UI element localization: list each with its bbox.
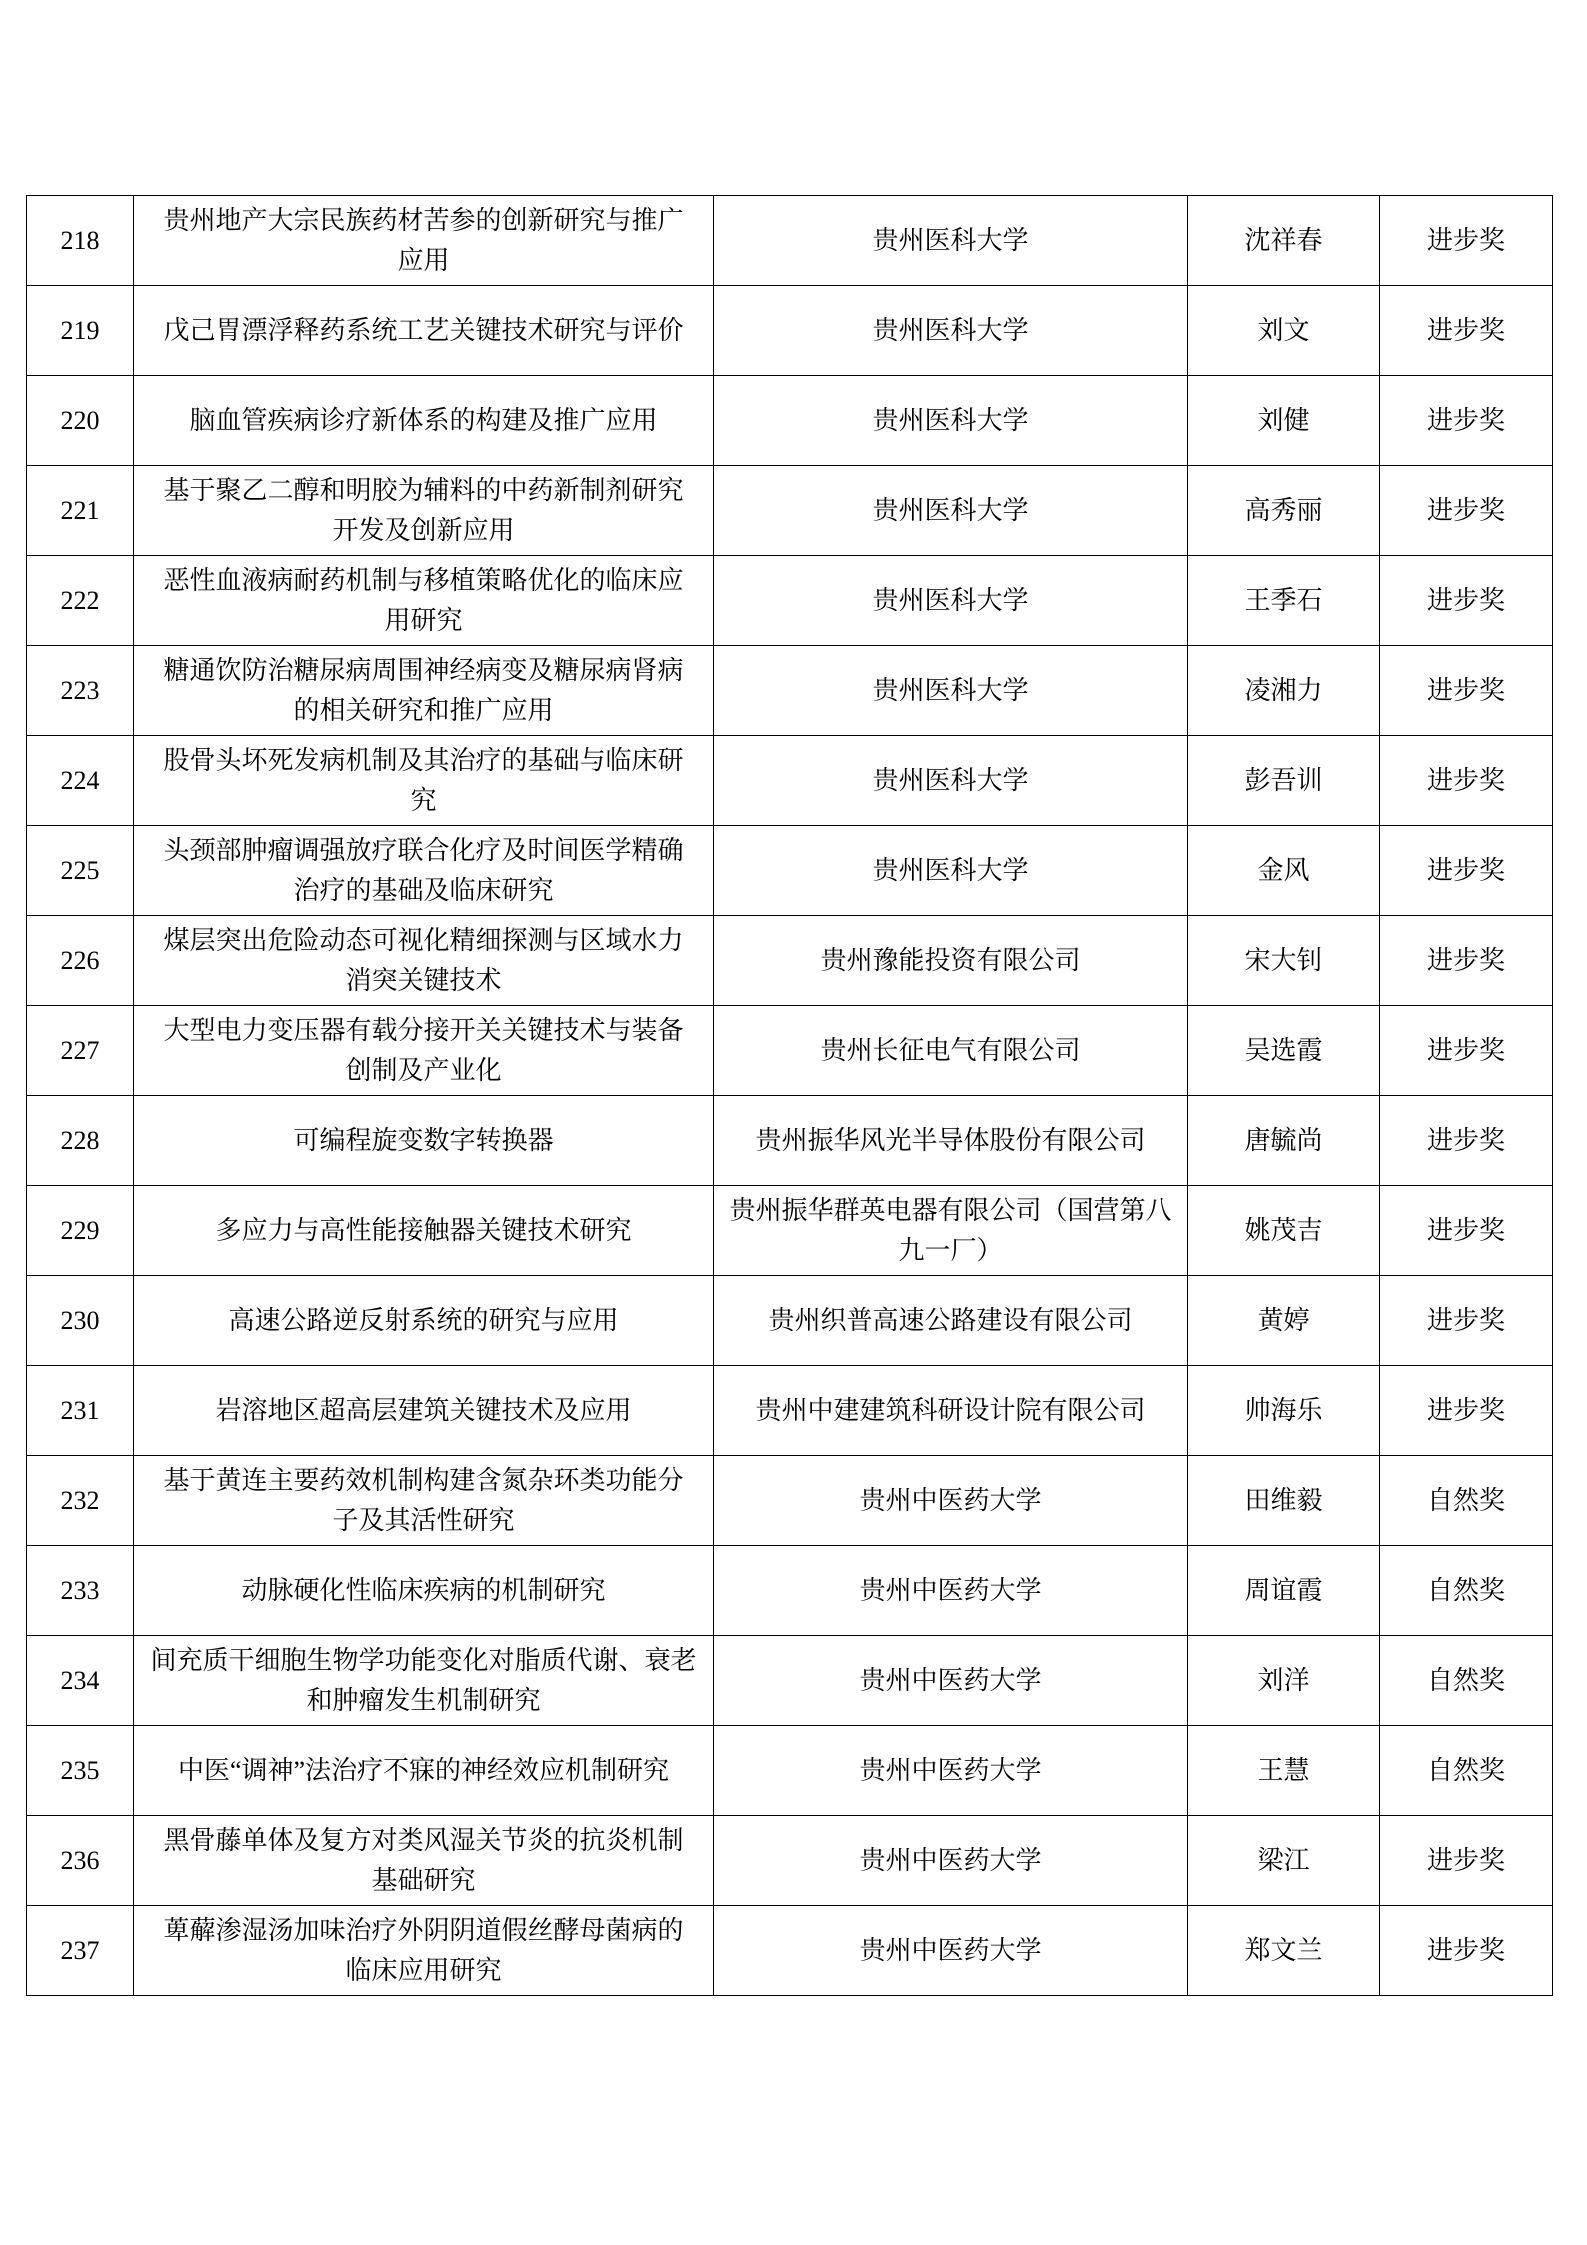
table-row xyxy=(27,1816,1553,1906)
project-title-line: 消突关键技术 xyxy=(345,965,502,995)
project-title-line: 子及其活性研究 xyxy=(332,1505,515,1535)
project-title-cell xyxy=(134,646,714,736)
project-title-line: 岩溶地区超高层建筑关键技术及应用 xyxy=(215,1395,632,1425)
organization-line: 贵州医科大学 xyxy=(872,495,1029,525)
table-row xyxy=(27,1726,1553,1816)
award-type: 进步奖 xyxy=(1380,1366,1553,1456)
project-title-line: 大型电力变压器有载分接开关关键技术与装备 xyxy=(163,1015,684,1045)
table-row xyxy=(27,556,1553,646)
organization-cell xyxy=(714,916,1188,1006)
table-row xyxy=(27,736,1553,826)
lead-person: 田维毅 xyxy=(1188,1456,1380,1546)
row-number: 231 xyxy=(27,1366,134,1456)
project-title-line: 脑血管疾病诊疗新体系的构建及推广应用 xyxy=(189,405,658,435)
project-title-cell xyxy=(134,556,714,646)
row-number: 227 xyxy=(27,1006,134,1096)
organization-line: 贵州长征电气有限公司 xyxy=(820,1035,1081,1065)
awards-table xyxy=(26,195,1553,1996)
row-number: 237 xyxy=(27,1906,134,1996)
project-title-line: 煤层突出危险动态可视化精细探测与区域水力 xyxy=(163,925,684,955)
project-title-line: 治疗的基础及临床研究 xyxy=(293,875,554,905)
project-title-line: 基于黄连主要药效机制构建含氮杂环类功能分 xyxy=(163,1465,684,1495)
project-title-cell xyxy=(134,376,714,466)
lead-person: 郑文兰 xyxy=(1188,1906,1380,1996)
organization-cell xyxy=(714,1276,1188,1366)
organization-line: 贵州医科大学 xyxy=(872,315,1029,345)
organization-line: 贵州中建建筑科研设计院有限公司 xyxy=(755,1395,1146,1425)
row-number: 226 xyxy=(27,916,134,1006)
organization-cell xyxy=(714,1006,1188,1096)
table-row xyxy=(27,466,1553,556)
project-title-line: 创制及产业化 xyxy=(345,1055,502,1085)
lead-person: 彭吾训 xyxy=(1188,736,1380,826)
organization-line: 贵州中医药大学 xyxy=(859,1845,1042,1875)
row-number: 229 xyxy=(27,1186,134,1276)
table-row xyxy=(27,1276,1553,1366)
award-type: 进步奖 xyxy=(1380,1906,1553,1996)
organization-line: 贵州中医药大学 xyxy=(859,1755,1042,1785)
lead-person: 高秀丽 xyxy=(1188,466,1380,556)
project-title-cell xyxy=(134,916,714,1006)
project-title-cell xyxy=(134,1096,714,1186)
project-title-line: 黑骨藤单体及复方对类风湿关节炎的抗炎机制 xyxy=(163,1825,684,1855)
project-title-line: 基于聚乙二醇和明胶为辅料的中药新制剂研究 xyxy=(163,475,684,505)
project-title-line: 多应力与高性能接触器关键技术研究 xyxy=(215,1215,632,1245)
project-title-line: 开发及创新应用 xyxy=(332,515,515,545)
project-title-cell xyxy=(134,1636,714,1726)
lead-person: 凌湘力 xyxy=(1188,646,1380,736)
organization-cell xyxy=(714,1906,1188,1996)
row-number: 235 xyxy=(27,1726,134,1816)
lead-person: 帅海乐 xyxy=(1188,1366,1380,1456)
organization-line: 贵州医科大学 xyxy=(872,675,1029,705)
project-title-line: 用研究 xyxy=(384,605,463,635)
project-title-line: 临床应用研究 xyxy=(345,1955,502,1985)
organization-cell xyxy=(714,376,1188,466)
project-title-line: 基础研究 xyxy=(371,1865,476,1895)
organization-cell xyxy=(714,1096,1188,1186)
organization-cell xyxy=(714,826,1188,916)
award-type: 进步奖 xyxy=(1380,466,1553,556)
organization-line: 贵州中医药大学 xyxy=(859,1575,1042,1605)
table-row xyxy=(27,1366,1553,1456)
organization-line: 贵州织普高速公路建设有限公司 xyxy=(768,1305,1133,1335)
award-type: 自然奖 xyxy=(1380,1636,1553,1726)
row-number: 233 xyxy=(27,1546,134,1636)
project-title-cell xyxy=(134,1006,714,1096)
lead-person: 梁江 xyxy=(1188,1816,1380,1906)
lead-person: 吴选霞 xyxy=(1188,1006,1380,1096)
organization-line: 九一厂） xyxy=(898,1235,1003,1265)
award-type: 进步奖 xyxy=(1380,916,1553,1006)
project-title-line: 究 xyxy=(410,785,437,815)
organization-line: 贵州医科大学 xyxy=(872,585,1029,615)
organization-line: 贵州医科大学 xyxy=(872,225,1029,255)
organization-line: 贵州医科大学 xyxy=(872,765,1029,795)
project-title-line: 的相关研究和推广应用 xyxy=(293,695,554,725)
project-title-cell xyxy=(134,1186,714,1276)
project-title-line: 头颈部肿瘤调强放疗联合化疗及时间医学精确 xyxy=(163,835,684,865)
lead-person: 金风 xyxy=(1188,826,1380,916)
project-title-line: 高速公路逆反射系统的研究与应用 xyxy=(228,1305,619,1335)
award-type: 进步奖 xyxy=(1380,286,1553,376)
award-type: 进步奖 xyxy=(1380,1006,1553,1096)
award-type: 进步奖 xyxy=(1380,1816,1553,1906)
project-title-line: 动脉硬化性临床疾病的机制研究 xyxy=(241,1575,606,1605)
project-title-line: 戊己胃漂浮释药系统工艺关键技术研究与评价 xyxy=(163,315,684,345)
row-number: 228 xyxy=(27,1096,134,1186)
lead-person: 刘洋 xyxy=(1188,1636,1380,1726)
table-row xyxy=(27,1456,1553,1546)
row-number: 220 xyxy=(27,376,134,466)
table-row xyxy=(27,196,1553,286)
row-number: 232 xyxy=(27,1456,134,1546)
awards-table-body xyxy=(27,196,1553,1996)
project-title-line: 和肿瘤发生机制研究 xyxy=(306,1685,541,1715)
table-row xyxy=(27,286,1553,376)
organization-cell xyxy=(714,556,1188,646)
award-type: 进步奖 xyxy=(1380,826,1553,916)
project-title-cell xyxy=(134,286,714,376)
organization-cell xyxy=(714,1726,1188,1816)
award-type: 进步奖 xyxy=(1380,376,1553,466)
project-title-line: 应用 xyxy=(397,245,450,275)
project-title-cell xyxy=(134,1906,714,1996)
award-type: 进步奖 xyxy=(1380,196,1553,286)
row-number: 223 xyxy=(27,646,134,736)
row-number: 234 xyxy=(27,1636,134,1726)
organization-line: 贵州振华群英电器有限公司（国营第八 xyxy=(729,1195,1172,1225)
organization-line: 贵州中医药大学 xyxy=(859,1935,1042,1965)
organization-line: 贵州豫能投资有限公司 xyxy=(820,945,1081,975)
lead-person: 姚茂吉 xyxy=(1188,1186,1380,1276)
project-title-line: 恶性血液病耐药机制与移植策略优化的临床应 xyxy=(163,565,684,595)
table-row xyxy=(27,1006,1553,1096)
award-type: 进步奖 xyxy=(1380,646,1553,736)
project-title-line: 萆薢渗湿汤加味治疗外阴阴道假丝酵母菌病的 xyxy=(163,1915,684,1945)
award-type: 自然奖 xyxy=(1380,1546,1553,1636)
lead-person: 唐毓尚 xyxy=(1188,1096,1380,1186)
project-title-line: 间充质干细胞生物学功能变化对脂质代谢、衰老 xyxy=(150,1645,697,1675)
lead-person: 王慧 xyxy=(1188,1726,1380,1816)
row-number: 221 xyxy=(27,466,134,556)
project-title-cell xyxy=(134,1726,714,1816)
table-row xyxy=(27,1096,1553,1186)
project-title-line: 可编程旋变数字转换器 xyxy=(293,1125,554,1155)
row-number: 219 xyxy=(27,286,134,376)
table-row xyxy=(27,646,1553,736)
project-title-cell xyxy=(134,1456,714,1546)
organization-cell xyxy=(714,1816,1188,1906)
lead-person: 沈祥春 xyxy=(1188,196,1380,286)
row-number: 218 xyxy=(27,196,134,286)
project-title-cell xyxy=(134,736,714,826)
table-row xyxy=(27,916,1553,1006)
organization-cell xyxy=(714,1546,1188,1636)
lead-person: 刘健 xyxy=(1188,376,1380,466)
table-row xyxy=(27,376,1553,466)
award-type: 自然奖 xyxy=(1380,1726,1553,1816)
award-type: 进步奖 xyxy=(1380,1186,1553,1276)
organization-line: 贵州中医药大学 xyxy=(859,1485,1042,1515)
project-title-cell xyxy=(134,196,714,286)
row-number: 224 xyxy=(27,736,134,826)
organization-cell xyxy=(714,646,1188,736)
table-row xyxy=(27,1546,1553,1636)
award-type: 进步奖 xyxy=(1380,736,1553,826)
project-title-line: 贵州地产大宗民族药材苦参的创新研究与推广 xyxy=(163,205,684,235)
table-row xyxy=(27,826,1553,916)
table-row xyxy=(27,1186,1553,1276)
award-type: 进步奖 xyxy=(1380,556,1553,646)
organization-cell xyxy=(714,736,1188,826)
award-type: 自然奖 xyxy=(1380,1456,1553,1546)
lead-person: 刘文 xyxy=(1188,286,1380,376)
row-number: 236 xyxy=(27,1816,134,1906)
award-type: 进步奖 xyxy=(1380,1096,1553,1186)
organization-line: 贵州中医药大学 xyxy=(859,1665,1042,1695)
project-title-cell xyxy=(134,1366,714,1456)
project-title-cell xyxy=(134,826,714,916)
table-row xyxy=(27,1636,1553,1726)
project-title-cell xyxy=(134,466,714,556)
lead-person: 宋大钊 xyxy=(1188,916,1380,1006)
organization-line: 贵州医科大学 xyxy=(872,405,1029,435)
project-title-cell xyxy=(134,1276,714,1366)
organization-cell xyxy=(714,1366,1188,1456)
project-title-line: 糖通饮防治糖尿病周围神经病变及糖尿病肾病 xyxy=(163,655,684,685)
organization-cell xyxy=(714,1636,1188,1726)
organization-line: 贵州振华风光半导体股份有限公司 xyxy=(755,1125,1146,1155)
award-type: 进步奖 xyxy=(1380,1276,1553,1366)
row-number: 225 xyxy=(27,826,134,916)
organization-cell xyxy=(714,196,1188,286)
project-title-line: 中医“调神”法治疗不寐的神经效应机制研究 xyxy=(177,1755,670,1785)
lead-person: 王季石 xyxy=(1188,556,1380,646)
organization-cell xyxy=(714,286,1188,376)
organization-cell xyxy=(714,466,1188,556)
row-number: 222 xyxy=(27,556,134,646)
lead-person: 黄婷 xyxy=(1188,1276,1380,1366)
row-number: 230 xyxy=(27,1276,134,1366)
table-row xyxy=(27,1906,1553,1996)
project-title-line: 股骨头坏死发病机制及其治疗的基础与临床研 xyxy=(163,745,684,775)
organization-line: 贵州医科大学 xyxy=(872,855,1029,885)
project-title-cell xyxy=(134,1816,714,1906)
project-title-cell xyxy=(134,1546,714,1636)
organization-cell xyxy=(714,1456,1188,1546)
organization-cell xyxy=(714,1186,1188,1276)
lead-person: 周谊霞 xyxy=(1188,1546,1380,1636)
